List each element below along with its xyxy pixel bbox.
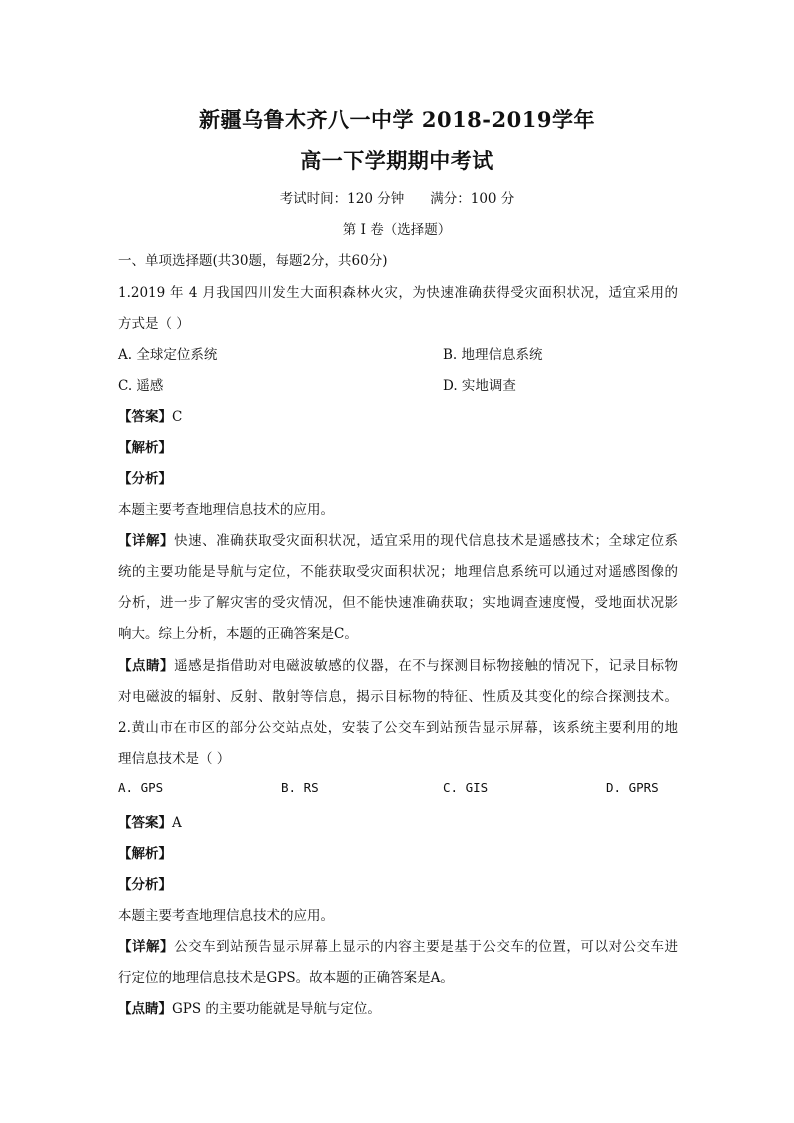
q2-option-c: C. GIS [443,780,489,795]
q2-detail-text1: 公交车到站预告显示屏幕上显示的内容主要是基于公交车的位置，可以对公交车进 [174,939,679,955]
q1-option-b: B. 地理信息系统 [443,347,543,363]
q2-point-text1: GPS 的主要功能就是导航与定位。 [172,1001,381,1017]
q1-option-d: D. 实地调查 [443,378,516,394]
q1-stem-line2: 方式是（ ） [118,316,190,332]
q1-detail-line1 [118,529,678,549]
q1-point-line2: 对电磁波的辐射、反射、散射等信息，揭示目标物的特征、性质及其变化的综合探测技术。 [118,689,678,705]
q1-detail-line2: 统的主要功能是导航与定位，不能获取受灾面积状况；地理信息系统可以通过对遥感图像的 [118,564,678,580]
q1-answer-value: C [172,409,183,425]
q1-answer-label: 【答案】 [118,409,172,425]
q1-point-line1 [118,654,678,674]
q1-fenxi-text: 本题主要考查地理信息技术的应用。 [118,502,334,518]
q1-answer [118,405,678,425]
volume-heading: 第 I 卷（选择题） [342,222,452,238]
q2-answer [118,811,678,831]
q1-point-label: 【点睛】 [118,658,175,674]
q2-option-a: A. GPS [118,780,164,795]
q2-point-label: 【点睛】 [118,1001,172,1017]
document-title: 新疆乌鲁木齐八一中学 2018-2019学年 [199,107,595,132]
exam-info [0,187,794,207]
document-subtitle: 高一下学期期中考试 [300,148,494,173]
q2-detail-line1 [118,935,678,955]
exam-score: 满分：100 分 [430,191,515,207]
q2-stem-line2: 理信息技术是（ ） [118,751,231,767]
q2-option-d: D. GPRS [606,780,659,795]
q2-fenxi-label: 【分析】 [118,877,172,893]
q1-option-a: A. 全球定位系统 [118,347,218,363]
q1-analysis-label: 【解析】 [118,440,172,456]
q2-answer-label: 【答案】 [118,815,172,831]
q2-detail-line2: 行定位的地理信息技术是GPS。故本题的正确答案是A。 [118,970,454,986]
q1-stem-line1: 1.2019 年 4 月我国四川发生大面积森林火灾，为快速准确获得受灾面积状况，适宜采用的 [118,285,678,301]
q1-detail-line4: 响大。综上分析，本题的正确答案是C。 [118,626,358,642]
q2-fenxi-text: 本题主要考查地理信息技术的应用。 [118,908,334,924]
exam-time: 考试时间：120 分钟 [279,191,405,207]
q2-point-line1 [118,997,678,1017]
q2-answer-value: A [172,815,182,831]
q1-option-c: C. 遥感 [118,378,164,394]
q1-detail-text1: 快速、准确获取受灾面积状况，适宜采用的现代信息技术是遥感技术；全球定位系 [174,533,679,549]
q1-fenxi-label: 【分析】 [118,471,172,487]
section-title: 一、单项选择题(共30题，每题2分，共60分) [118,253,388,269]
q1-detail-line3: 分析，进一步了解灾害的受灾情况，但不能快速准确获取；实地调查速度慢，受地面状况影 [118,595,678,611]
q2-analysis-label: 【解析】 [118,846,172,862]
q1-point-text1: 遥感是指借助对电磁波敏感的仪器，在不与探测目标物接触的情况下，记录目标物 [174,658,679,674]
q2-stem-line1: 2.黄山市在市区的部分公交站点处，安装了公交车到站预告显示屏幕，该系统主要利用的地 [118,720,678,736]
q2-option-b: B. RS [281,780,319,795]
q1-detail-label: 【详解】 [118,533,175,549]
q2-detail-label: 【详解】 [118,939,175,955]
